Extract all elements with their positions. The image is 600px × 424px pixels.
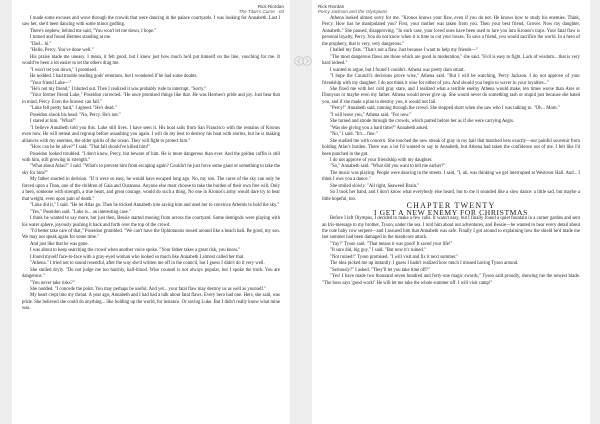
paragraph: She fixed me with her cold gray stare, and I realized what a terrible enemy Athena would make, ten times worse than Ares or Dionysus or maybe even my father. Athena would never give up. She would never do something rash or stupid just because she hated you, and if she made a plan to destroy you, it would not fail. [322, 86, 580, 105]
paragraph: The music was playing. People were dancing in the streets. I said, "I, uh, was thinking we got interrupted at Westover Hall. And... I think I owe you a dance." [322, 170, 580, 183]
paragraph: His praise made me uneasy. I mean, it felt good, but I knew just how much he'd put himself on the line, vouching for me. It would've been a lot easier to let the others drag me. [22, 54, 280, 67]
paragraph: "He's not my friend," I blurted out. Then I realized it was probably rude to interrupt. "Sorry." [30, 86, 207, 92]
paragraph: "Dad... hi." [30, 41, 52, 47]
paragraph: "I hope the Council's decisions prove wise," Athena said. "But I will be watching, Percy Jackson. I do not approve of your friendship with my daughter. I do not think it wise for either of you. And should you begin to waver in your loyalties..." [322, 74, 580, 86]
paragraph: "Yay!" Tyson said. "That means it was good! It saved your life!" [330, 241, 453, 247]
paragraph: "How can he be alive?" I said. "That fall should've killed him!" [30, 145, 151, 151]
right-header-book: Percy Jackson and the Olympians [318, 9, 388, 15]
paragraph: I think he wanted to say more, but just then, Bessie started mooing from across the courtyard. Some demigods were playing with his water sphere, joyously pushing it back and forth over the top of the crowd. [22, 216, 280, 228]
paragraph: She turned and strode through the crowds, which parted before her as if she were carrying Aegis. [330, 119, 515, 125]
paragraph: I made some excuses and wove through the crowds that were dancing in the palace courtyards. I was looking for Annabeth. Last I saw her, she'd been dancing with some minor godling. [22, 16, 280, 28]
paragraph: So I took her hand, and I don't know what everybody else heard, but to me it sounded like a slow dance: a little sad, but maybe a little hopeful, too. [322, 190, 580, 202]
chapter-subtitle: I GET A NEW ENEMY FOR CHRISTMAS [374, 207, 528, 217]
next-page-button[interactable] [300, 54, 314, 68]
paragraph: Before I left Olympus, I decided to make a few calls. It wasn't easy, but I finally found a quiet fountain in a corner garden and sent an Iris-message to my brother, Tyson, under the sea. I told him about our adventures, and Bessie—he wanted to hear every detail about the cute baby cow serpent—and I assured him that Annabeth was safe. Finally I got around to explaining how the shield he'd made me last summer had been damaged in the manticore attack. [322, 216, 580, 241]
paragraph: "No," I said. "It's... fine." [330, 132, 378, 138]
paragraph: I wanted to argue, but I found I couldn't. Athena was pretty darn smart. [330, 67, 465, 73]
paragraph: "I believe Annabeth told you this. Luke still lives. I have seen it. His boat sails from San Francisco with the remains of Kronos even now. He will retreat and regroup before assaulting you again. I will do my best to destroy his boat with storms, but he is making alliances with my enemies, the older spirits of the ocean. They will fight to protect him." [22, 125, 280, 144]
paragraph: She studied me with concern. She touched the new streak of gray in my hair that matched hers exactly—our painful souvenir from holding Atlas's burden. There was a lot I'd wanted to say to Annabeth, but Athena had taken the confidence out of me. I felt like I'd been punched in the gut. [322, 138, 580, 157]
paragraph: There's nephew, behind me said, "You won't let me down, I hope." [30, 28, 157, 34]
chevron-right-icon [302, 56, 312, 66]
paragraph: My father snorted in derision. "If it were so easy, he would have escaped long ago. No, my son. The curse of the sky can only be forced upon a Titan, one of the children of Gaia and Ouranous. Anyone else must choose to take the burden of their own free will. Only a hero, someone with strength, a true heart, and great courage, would do such a thing. No one in Kronos's army would dare try to bear that weight, even upon pain of death." [22, 177, 280, 202]
left-page [12, 0, 290, 424]
paragraph: "Yes! I have made two thousand seven hundred and forty-one magic swords," Tyson said proudly, showing me the newest blade. "The boss says 'good work!' He will let me take the whole summer off. I will visit camp!" [322, 274, 580, 286]
left-header-author: Rick Riordan [257, 4, 284, 9]
paragraph: "I'd better take care of that," Poseidon grumbled. "We can't have the Ophiotaurus tossed around like a beach ball. Be good, my son. We may not speak again for some time." [22, 228, 280, 241]
paragraph: I found myself face-to-face with a gray-eyed woman who looked so much like Annabeth I almost called her that. [30, 254, 245, 260]
right-page [312, 0, 590, 424]
left-header-book: The Titan's Curse - 03 [238, 9, 284, 15]
paragraph: "Yes," Poseidon said. "Luke is... an interesting case." [30, 209, 131, 215]
paragraph: "Luke fell pretty hard," I agreed. "He's dead." [30, 106, 117, 112]
paragraph: She nodded. "I concede the point. You may perhaps be useful. And yet... your fatal flaw may destroy us as well as yourself." [30, 287, 267, 293]
paragraph: I was about to keep searching the crowd when another voice spoke. "Your father takes a great risk, you know." [30, 248, 241, 254]
paragraph: "Your former friend Luke," Poseidon corrected. "He once promised things like that. He was Hermes's pride and joy. Just bear that in mind, Percy. Even the bravest can fall." [22, 93, 280, 105]
paragraph: "Athena." I tried not to sound resentful, after the way she'd written me off in the council, but I guess I didn't do it very well. [30, 261, 265, 267]
chapter-title: CHAPTER TWENTY [406, 201, 496, 211]
paragraph: The idea picked me up instantly. I guess I hadn't realized how much I missed having Tyson around. [330, 261, 519, 267]
paragraph: "Not ruined!" Tyson promised. "I will visit and fix it next summer." [330, 254, 459, 260]
left-page-text [22, 16, 280, 418]
paragraph: Athena looked almost sorry for me. "Kronos knows your flaw, even if you do not. He knows how to study his enemies. Think, Percy. How has he manipulated you? First, your mother was taken from you. Then your best friend, Grover. Now my daughter, Annabeth." She paused, disapproving. "In each case, your loved ones have been used to lure you into Kronos's traps. Your fatal flaw is personal loyalty, Percy. You do not know when it is time to cut your losses. To save a friend, you would sacrifice the world. In a hero of the prophecy, that is very, very dangerous." [322, 16, 580, 47]
paragraph: I balled my fists. "That's not a flaw. Just because I want to help my friends—" [330, 48, 479, 54]
paragraph: He nodded. I had trouble reading gods' emotions, but I wondered if he had some doubts. [30, 74, 198, 80]
paragraph: I turned and found Hermes standing at me. [30, 35, 112, 41]
paragraph: "What about Atlas?" I said. "What's to prevent him from escaping again? Couldn't he just force some giant or something to take the sky for him?" [22, 164, 280, 176]
paragraph: "It sure did, big guy," I said. "But now it's ruined." [330, 248, 426, 254]
paragraph: I do not approve of your friendship with my daughter. [330, 157, 433, 163]
paragraph: "Seriously?" I asked. "They'll let you take time off?" [330, 267, 430, 273]
right-page-text [322, 16, 580, 418]
paragraph: "Your friend Luke—" [30, 80, 72, 86]
paragraph: "Luke did it," I said. "He let Atlas go. Then he tricked Annabeth into saving him and used her to convince Artemis to hold the sky." [30, 203, 280, 209]
right-header-author: Rick Riordan [318, 4, 345, 9]
paragraph: She smiled slowly. "All right, Seaweed Brain." [330, 183, 420, 189]
paragraph: "I will leave you," Athena said. "For now." [330, 112, 412, 118]
paragraph: "So," Annabeth said. "What did you want to tell me earlier?" [330, 164, 446, 170]
paragraph: She smiled dryly. "Do not judge me too harshly, half-blood. Wise counsel is not always popular, but I spoke the truth. You are dangerous." [22, 267, 280, 280]
paragraph: "I won't let you down," I promised. [30, 67, 98, 73]
paragraph: "Was she giving you a hard time?" Annabeth asked. [330, 125, 429, 131]
paragraph: "Hello, Percy. You've done well." [30, 48, 94, 54]
paragraph: "The most dangerous flaws are those which are good in moderation," she said. "Evil is easy to fight. Lack of wisdom... that is very hard indeed." [322, 54, 580, 67]
paragraph: "Percy!" Annabeth said, running through the crowd. She stopped short when she saw who I was talking to. "Oh... Mom." [330, 106, 560, 112]
paragraph: "You never take risks?" [30, 280, 75, 286]
paragraph: My heart crept into my throat. A year ago, Annabeth and I had had a talk about fatal flaws. Every hero had one. Hers, she said, was pride. She believed she could do anything... like holding up the world, for instance. Or saving Luke. But I didn't really know what mine was. [22, 293, 280, 312]
paragraph: I stared at him. "What?" [30, 119, 76, 125]
left-page-header [239, 4, 284, 14]
right-page-header [318, 4, 387, 14]
paragraph: And just like that he was gone. [30, 241, 89, 247]
paragraph: Poseidon looked troubled. "I don't know, Percy, but beware of him. He is more dangerous than ever. And the golden coffin is still with him, still growing in strength." [22, 151, 280, 163]
paragraph: Poseidon shook his head. "No, Percy. He's not." [30, 112, 121, 118]
